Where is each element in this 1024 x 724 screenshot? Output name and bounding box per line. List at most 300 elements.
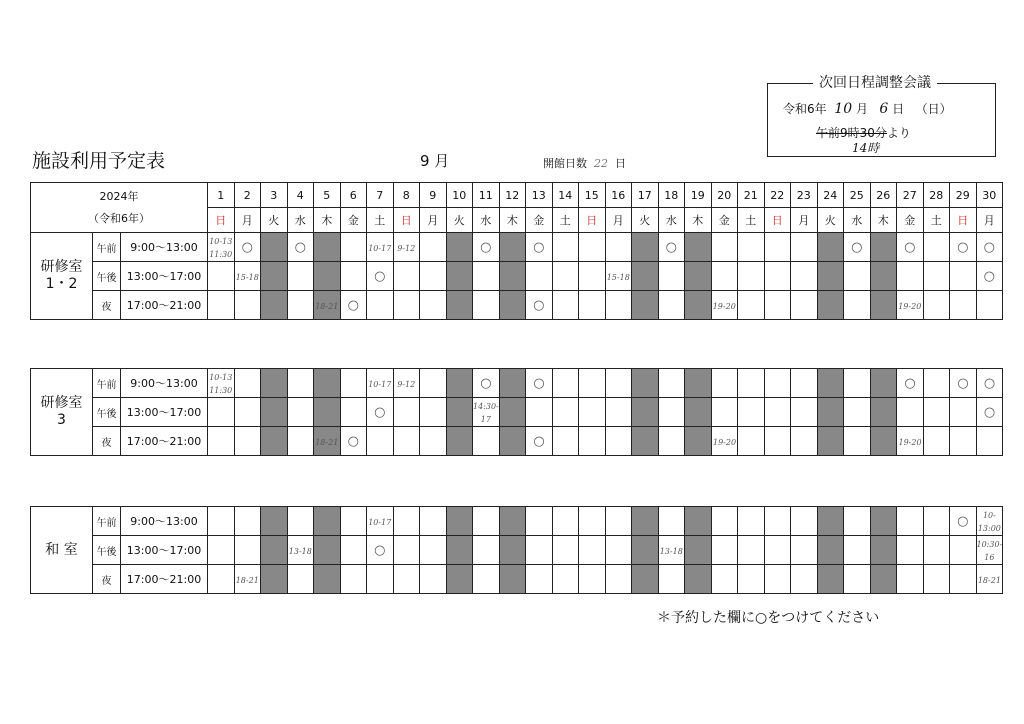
handwritten-mark: 13-18 xyxy=(288,546,312,556)
day-number: 1 xyxy=(208,183,235,208)
booking-cell[interactable] xyxy=(844,507,871,536)
weekday-label: 金 xyxy=(897,208,924,233)
handwritten-mark: 19-20 xyxy=(898,301,922,311)
booking-cell[interactable] xyxy=(287,262,314,291)
booking-cell[interactable] xyxy=(976,427,1003,456)
booking-cell[interactable] xyxy=(923,398,950,427)
booking-cell[interactable] xyxy=(473,262,500,291)
booking-cell[interactable] xyxy=(367,427,394,456)
closed-cell xyxy=(446,565,473,594)
booking-cell[interactable] xyxy=(711,507,738,536)
handwritten-mark: 10-17 xyxy=(368,379,392,389)
booking-cell[interactable] xyxy=(950,536,977,565)
booking-cell[interactable] xyxy=(473,291,500,320)
booking-cell[interactable] xyxy=(579,233,606,262)
booking-cell[interactable] xyxy=(234,536,261,565)
closed-cell xyxy=(446,536,473,565)
booking-cell[interactable] xyxy=(234,507,261,536)
booking-cell[interactable] xyxy=(711,262,738,291)
booking-cell[interactable] xyxy=(711,536,738,565)
booking-cell[interactable] xyxy=(923,233,950,262)
booking-cell[interactable] xyxy=(208,536,235,565)
booking-cell[interactable] xyxy=(208,565,235,594)
weekday-label: 金 xyxy=(711,208,738,233)
booking-cell[interactable] xyxy=(791,507,818,536)
closed-cell xyxy=(870,427,897,456)
day-number: 20 xyxy=(711,183,738,208)
handwritten-mark: 10-17 xyxy=(368,243,392,253)
handwritten-mark: ○ xyxy=(374,268,386,284)
booking-cell[interactable] xyxy=(367,536,394,565)
booking-cell[interactable] xyxy=(897,233,924,262)
booking-cell[interactable] xyxy=(287,536,314,565)
closed-cell xyxy=(685,427,712,456)
booking-cell[interactable] xyxy=(367,507,394,536)
booking-cell[interactable] xyxy=(658,262,685,291)
day-number: 23 xyxy=(791,183,818,208)
weekday-label: 日 xyxy=(950,208,977,233)
booking-cell[interactable] xyxy=(552,398,579,427)
booking-cell[interactable] xyxy=(791,536,818,565)
booking-cell[interactable] xyxy=(791,398,818,427)
booking-cell[interactable] xyxy=(844,262,871,291)
booking-cell[interactable] xyxy=(208,262,235,291)
booking-cell[interactable] xyxy=(287,427,314,456)
booking-cell[interactable] xyxy=(420,369,447,398)
slot-row xyxy=(31,507,1003,536)
booking-cell[interactable] xyxy=(658,398,685,427)
booking-cell[interactable] xyxy=(738,398,765,427)
slot-time: 17:00〜21:00 xyxy=(121,565,208,594)
schedule-table-room-3 xyxy=(30,506,1003,594)
slot-label: 午後 xyxy=(93,398,121,427)
closed-cell xyxy=(261,262,288,291)
booking-cell[interactable] xyxy=(393,536,420,565)
booking-cell[interactable] xyxy=(393,427,420,456)
booking-cell[interactable] xyxy=(791,565,818,594)
handwritten-mark: 15-18 xyxy=(235,272,259,282)
booking-cell[interactable] xyxy=(234,369,261,398)
closed-cell xyxy=(685,233,712,262)
booking-cell[interactable] xyxy=(579,536,606,565)
booking-cell[interactable] xyxy=(420,507,447,536)
handwritten-mark: 15-18 xyxy=(606,272,630,282)
booking-cell[interactable] xyxy=(526,369,553,398)
slot-label: 午前 xyxy=(93,233,121,262)
booking-cell[interactable] xyxy=(897,291,924,320)
weekday-label: 月 xyxy=(420,208,447,233)
day-number: 9 xyxy=(420,183,447,208)
booking-cell[interactable] xyxy=(579,565,606,594)
booking-cell[interactable] xyxy=(526,427,553,456)
weekday-label: 水 xyxy=(658,208,685,233)
closed-cell xyxy=(446,291,473,320)
schedule-table-room-2 xyxy=(30,368,1003,456)
closed-cell xyxy=(632,369,659,398)
booking-cell[interactable] xyxy=(340,536,367,565)
booking-cell[interactable] xyxy=(658,427,685,456)
booking-cell[interactable] xyxy=(791,262,818,291)
booking-cell[interactable] xyxy=(526,536,553,565)
booking-cell[interactable] xyxy=(579,398,606,427)
booking-cell[interactable] xyxy=(393,233,420,262)
weekday-label: 木 xyxy=(685,208,712,233)
booking-cell[interactable] xyxy=(340,262,367,291)
booking-cell[interactable] xyxy=(526,233,553,262)
booking-cell[interactable] xyxy=(340,398,367,427)
booking-cell[interactable] xyxy=(923,262,950,291)
booking-cell[interactable] xyxy=(844,369,871,398)
meeting-day-unit: 日 xyxy=(892,102,905,116)
booking-cell[interactable] xyxy=(950,398,977,427)
closed-cell xyxy=(314,262,341,291)
room-name-line: 1・2 xyxy=(45,276,78,292)
booking-cell[interactable] xyxy=(791,291,818,320)
closed-cell xyxy=(446,262,473,291)
booking-cell[interactable] xyxy=(605,507,632,536)
closed-cell xyxy=(632,427,659,456)
closed-cell xyxy=(870,291,897,320)
booking-cell[interactable] xyxy=(658,565,685,594)
booking-cell[interactable] xyxy=(234,427,261,456)
booking-cell[interactable] xyxy=(473,398,500,427)
booking-cell[interactable] xyxy=(234,233,261,262)
booking-cell[interactable] xyxy=(393,262,420,291)
booking-cell[interactable] xyxy=(738,565,765,594)
slot-time: 9:00〜13:00 xyxy=(121,233,208,262)
weekday-label: 日 xyxy=(579,208,606,233)
year-label: 2024年 xyxy=(99,189,139,203)
handwritten-mark: ○ xyxy=(983,239,995,255)
booking-cell[interactable] xyxy=(234,565,261,594)
closed-cell xyxy=(817,398,844,427)
closed-cell xyxy=(632,565,659,594)
booking-cell[interactable] xyxy=(897,507,924,536)
booking-cell[interactable] xyxy=(420,262,447,291)
booking-cell[interactable] xyxy=(764,369,791,398)
booking-cell[interactable] xyxy=(579,427,606,456)
booking-cell[interactable] xyxy=(552,507,579,536)
meeting-month: 10 xyxy=(834,101,853,117)
handwritten-mark: 10-13 11:30 xyxy=(209,373,233,395)
booking-cell[interactable] xyxy=(420,233,447,262)
booking-cell[interactable] xyxy=(844,427,871,456)
booking-cell[interactable] xyxy=(791,369,818,398)
closed-cell xyxy=(261,233,288,262)
closed-cell xyxy=(632,233,659,262)
slot-label: 夜 xyxy=(93,565,121,594)
booking-cell[interactable] xyxy=(367,565,394,594)
booking-cell[interactable] xyxy=(579,291,606,320)
booking-cell[interactable] xyxy=(738,427,765,456)
booking-cell[interactable] xyxy=(234,398,261,427)
booking-cell[interactable] xyxy=(287,233,314,262)
handwritten-mark: ○ xyxy=(851,239,863,255)
booking-cell[interactable] xyxy=(473,536,500,565)
booking-cell[interactable] xyxy=(393,507,420,536)
booking-cell[interactable] xyxy=(367,262,394,291)
day-number: 13 xyxy=(526,183,553,208)
closed-cell xyxy=(314,427,341,456)
next-meeting-title: 次回日程調整会議 xyxy=(813,72,937,92)
booking-cell[interactable] xyxy=(208,291,235,320)
booking-cell[interactable] xyxy=(287,398,314,427)
booking-cell[interactable] xyxy=(393,291,420,320)
room-name-line: 研修室 xyxy=(40,395,83,411)
booking-cell[interactable] xyxy=(764,427,791,456)
booking-cell[interactable] xyxy=(473,233,500,262)
closed-cell xyxy=(446,427,473,456)
booking-cell[interactable] xyxy=(287,291,314,320)
booking-cell[interactable] xyxy=(658,291,685,320)
booking-cell[interactable] xyxy=(923,427,950,456)
schedule-table-room-1 xyxy=(30,182,1003,320)
weekday-label: 火 xyxy=(261,208,288,233)
slot-row xyxy=(31,536,1003,565)
booking-cell[interactable] xyxy=(420,565,447,594)
booking-cell[interactable] xyxy=(605,262,632,291)
booking-cell[interactable] xyxy=(552,291,579,320)
handwritten-mark: 18-21 xyxy=(235,575,259,585)
booking-cell[interactable] xyxy=(367,369,394,398)
booking-cell[interactable] xyxy=(950,565,977,594)
booking-cell[interactable] xyxy=(976,369,1003,398)
meeting-time-suffix: より xyxy=(886,126,911,140)
slot-row xyxy=(31,233,1003,262)
booking-cell[interactable] xyxy=(420,291,447,320)
closed-cell xyxy=(261,398,288,427)
booking-cell[interactable] xyxy=(923,565,950,594)
booking-cell[interactable] xyxy=(473,565,500,594)
booking-cell[interactable] xyxy=(340,291,367,320)
closed-cell xyxy=(314,565,341,594)
booking-cell[interactable] xyxy=(764,507,791,536)
booking-cell[interactable] xyxy=(950,427,977,456)
booking-cell[interactable] xyxy=(897,536,924,565)
booking-cell[interactable] xyxy=(526,507,553,536)
handwritten-mark: 19-20 xyxy=(712,301,736,311)
booking-cell[interactable] xyxy=(923,291,950,320)
booking-cell[interactable] xyxy=(208,398,235,427)
booking-cell[interactable] xyxy=(711,398,738,427)
booking-cell[interactable] xyxy=(473,369,500,398)
day-number: 24 xyxy=(817,183,844,208)
closed-cell xyxy=(685,536,712,565)
slot-time: 9:00〜13:00 xyxy=(121,507,208,536)
day-number: 25 xyxy=(844,183,871,208)
booking-cell[interactable] xyxy=(950,507,977,536)
booking-cell[interactable] xyxy=(473,427,500,456)
booking-cell[interactable] xyxy=(234,291,261,320)
booking-cell[interactable] xyxy=(897,427,924,456)
booking-cell[interactable] xyxy=(844,565,871,594)
weekday-label: 金 xyxy=(340,208,367,233)
booking-cell[interactable] xyxy=(526,398,553,427)
booking-cell[interactable] xyxy=(764,262,791,291)
booking-cell[interactable] xyxy=(552,536,579,565)
booking-cell[interactable] xyxy=(234,262,261,291)
booking-cell[interactable] xyxy=(208,369,235,398)
booking-cell[interactable] xyxy=(340,233,367,262)
booking-cell[interactable] xyxy=(738,262,765,291)
closed-cell xyxy=(632,291,659,320)
booking-cell[interactable] xyxy=(367,398,394,427)
handwritten-mark: 14:30-17 xyxy=(473,402,499,424)
booking-cell[interactable] xyxy=(287,565,314,594)
booking-cell[interactable] xyxy=(844,398,871,427)
handwritten-mark: 18-21 xyxy=(315,437,339,447)
booking-cell[interactable] xyxy=(976,536,1003,565)
slot-label: 夜 xyxy=(93,291,121,320)
booking-cell[interactable] xyxy=(976,507,1003,536)
booking-cell[interactable] xyxy=(340,565,367,594)
day-number: 22 xyxy=(764,183,791,208)
day-number: 27 xyxy=(897,183,924,208)
day-number: 14 xyxy=(552,183,579,208)
booking-cell[interactable] xyxy=(526,262,553,291)
booking-cell[interactable] xyxy=(764,565,791,594)
booking-cell[interactable] xyxy=(711,565,738,594)
room-name xyxy=(31,369,93,456)
booking-cell[interactable] xyxy=(764,233,791,262)
booking-cell[interactable] xyxy=(738,536,765,565)
closed-cell xyxy=(314,369,341,398)
booking-cell[interactable] xyxy=(711,427,738,456)
closed-cell xyxy=(261,291,288,320)
booking-cell[interactable] xyxy=(420,427,447,456)
handwritten-mark: 18-21 xyxy=(315,301,339,311)
booking-cell[interactable] xyxy=(738,291,765,320)
booking-cell[interactable] xyxy=(208,507,235,536)
booking-cell[interactable] xyxy=(340,369,367,398)
booking-cell[interactable] xyxy=(552,233,579,262)
booking-cell[interactable] xyxy=(579,262,606,291)
booking-cell[interactable] xyxy=(897,369,924,398)
booking-cell[interactable] xyxy=(552,565,579,594)
closed-cell xyxy=(499,536,526,565)
booking-cell[interactable] xyxy=(367,233,394,262)
handwritten-mark: ○ xyxy=(957,513,969,529)
slot-time: 13:00〜17:00 xyxy=(121,398,208,427)
booking-cell[interactable] xyxy=(473,507,500,536)
booking-cell[interactable] xyxy=(950,233,977,262)
booking-cell[interactable] xyxy=(605,565,632,594)
booking-cell[interactable] xyxy=(420,398,447,427)
booking-cell[interactable] xyxy=(738,507,765,536)
booking-cell[interactable] xyxy=(976,398,1003,427)
booking-cell[interactable] xyxy=(605,233,632,262)
handwritten-mark: ○ xyxy=(347,297,359,313)
booking-cell[interactable] xyxy=(552,262,579,291)
booking-cell[interactable] xyxy=(764,536,791,565)
handwritten-mark: 10-13 11:30 xyxy=(209,237,233,259)
booking-cell[interactable] xyxy=(791,427,818,456)
booking-cell[interactable] xyxy=(552,427,579,456)
booking-cell[interactable] xyxy=(208,427,235,456)
closed-cell xyxy=(499,262,526,291)
booking-cell[interactable] xyxy=(738,233,765,262)
booking-cell[interactable] xyxy=(526,291,553,320)
booking-cell[interactable] xyxy=(950,262,977,291)
booking-cell[interactable] xyxy=(287,369,314,398)
booking-cell[interactable] xyxy=(897,565,924,594)
booking-cell[interactable] xyxy=(658,233,685,262)
booking-cell[interactable] xyxy=(844,536,871,565)
closed-cell xyxy=(685,565,712,594)
handwritten-mark: ○ xyxy=(957,239,969,255)
booking-cell[interactable] xyxy=(605,427,632,456)
booking-cell[interactable] xyxy=(923,507,950,536)
booking-cell[interactable] xyxy=(897,262,924,291)
instruction-note: ＊予約した欄に○をつけてください xyxy=(657,610,880,626)
booking-cell[interactable] xyxy=(605,536,632,565)
booking-cell[interactable] xyxy=(897,398,924,427)
booking-cell[interactable] xyxy=(711,291,738,320)
booking-cell[interactable] xyxy=(579,369,606,398)
day-number: 18 xyxy=(658,183,685,208)
closed-cell xyxy=(499,369,526,398)
weekday-label: 日 xyxy=(208,208,235,233)
booking-cell[interactable] xyxy=(605,291,632,320)
booking-cell[interactable] xyxy=(976,291,1003,320)
booking-cell[interactable] xyxy=(605,398,632,427)
booking-cell[interactable] xyxy=(658,369,685,398)
booking-cell[interactable] xyxy=(711,233,738,262)
booking-cell[interactable] xyxy=(764,291,791,320)
booking-cell[interactable] xyxy=(208,233,235,262)
booking-cell[interactable] xyxy=(791,233,818,262)
booking-cell[interactable] xyxy=(950,291,977,320)
booking-cell[interactable] xyxy=(923,369,950,398)
booking-cell[interactable] xyxy=(844,233,871,262)
booking-cell[interactable] xyxy=(976,233,1003,262)
booking-cell[interactable] xyxy=(976,262,1003,291)
booking-cell[interactable] xyxy=(367,291,394,320)
closed-cell xyxy=(446,233,473,262)
booking-cell[interactable] xyxy=(393,369,420,398)
day-number: 15 xyxy=(579,183,606,208)
booking-cell[interactable] xyxy=(420,536,447,565)
handwritten-mark: ○ xyxy=(533,239,545,255)
weekday-label: 月 xyxy=(605,208,632,233)
booking-cell[interactable] xyxy=(738,369,765,398)
booking-cell[interactable] xyxy=(658,507,685,536)
booking-cell[interactable] xyxy=(950,369,977,398)
booking-cell[interactable] xyxy=(393,398,420,427)
closed-cell xyxy=(870,565,897,594)
booking-cell[interactable] xyxy=(552,369,579,398)
booking-cell[interactable] xyxy=(764,398,791,427)
booking-cell[interactable] xyxy=(287,507,314,536)
meeting-day: 6 xyxy=(879,101,889,117)
booking-cell[interactable] xyxy=(923,536,950,565)
slot-row xyxy=(31,262,1003,291)
handwritten-mark: ○ xyxy=(533,375,545,391)
booking-cell[interactable] xyxy=(976,565,1003,594)
booking-cell[interactable] xyxy=(340,507,367,536)
booking-cell[interactable] xyxy=(711,369,738,398)
booking-cell[interactable] xyxy=(579,507,606,536)
booking-cell[interactable] xyxy=(340,427,367,456)
booking-cell[interactable] xyxy=(844,291,871,320)
booking-cell[interactable] xyxy=(526,565,553,594)
day-number: 3 xyxy=(261,183,288,208)
booking-cell[interactable] xyxy=(393,565,420,594)
day-number: 16 xyxy=(605,183,632,208)
booking-cell[interactable] xyxy=(605,369,632,398)
weekday-label: 火 xyxy=(446,208,473,233)
booking-cell[interactable] xyxy=(658,536,685,565)
